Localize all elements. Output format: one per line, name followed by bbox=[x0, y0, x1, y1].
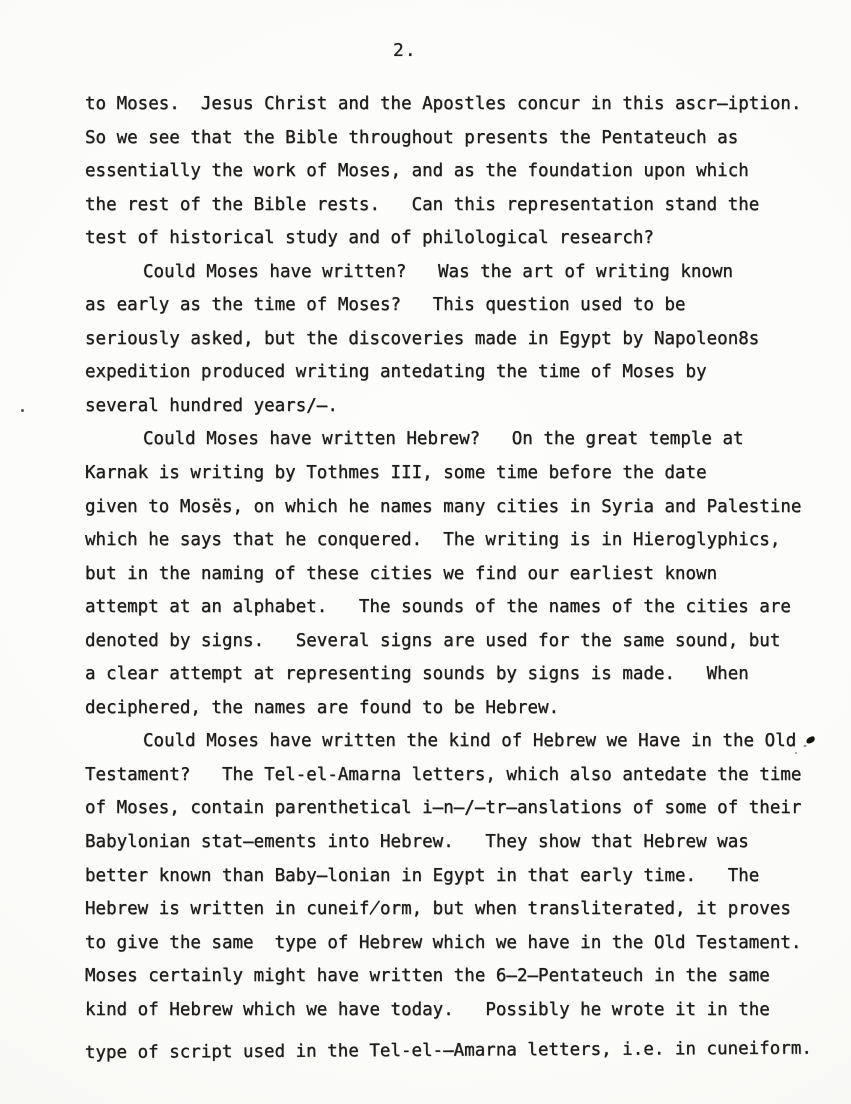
typed-line: of Moses, contain parenthetical i̶n̶/̶tr̶anslations of some of their bbox=[85, 798, 802, 819]
typed-line: denoted by signs. Several signs are used for the same sound, but bbox=[85, 630, 781, 651]
typed-text-block bbox=[85, 88, 830, 1071]
typed-line: seriously asked, but the discoveries made in Egypt by Napoleon8s bbox=[85, 328, 760, 349]
typed-line: which he says that he conquered. The writing is in Hieroglyphics, bbox=[85, 530, 781, 551]
typed-line: to give the same type of Hebrew which we have in the Old Testament. bbox=[85, 932, 802, 953]
typed-line: Testament? The Tel-el-Amarna letters, which also antedate the time bbox=[85, 764, 802, 785]
typed-line: but in the naming of these cities we find our earliest known bbox=[85, 563, 718, 584]
ink-speck bbox=[21, 409, 24, 412]
typed-line: attempt at an alphabet. The sounds of the names of the cities are bbox=[85, 597, 791, 618]
typed-line: kind of Hebrew which we have today. Possibly he wrote it in the bbox=[85, 999, 770, 1020]
typed-line: Hebrew is written in cuneif̸orm, but when transliterated, it proves bbox=[85, 899, 791, 920]
typed-line: a clear attempt at representing sounds by signs is made. When bbox=[85, 664, 749, 685]
typed-line: test of historical study and of philological research? bbox=[85, 228, 654, 249]
typed-line: essentially the work of Moses, and as the foundation upon which bbox=[85, 161, 749, 182]
typed-line: as early as the time of Moses? This question used to be bbox=[85, 295, 686, 316]
typed-line: deciphered, the names are found to be Hebrew. bbox=[85, 697, 560, 718]
typed-line: several hundred years/̶. bbox=[85, 395, 338, 416]
page-number: 2. bbox=[393, 40, 417, 61]
typed-line: Moses certainly might have written the 6̶2̶Pentateuch in the same bbox=[85, 966, 770, 987]
typed-line: type of script used in the Tel-el-̶Amarna letters, i.e. in cuneiform. bbox=[84, 1038, 812, 1064]
typed-line: Could Moses have written the kind of Hebrew we Have in the Old bbox=[143, 731, 797, 752]
typed-line: Could Moses have written? Was the art of writing known bbox=[143, 261, 734, 282]
typed-line: the rest of the Bible rests. Can this representation stand the bbox=[85, 194, 760, 215]
typed-line: better known than Baby̶lonian in Egypt in that early time. The bbox=[85, 865, 760, 886]
typed-line: Karnak is writing by Tothmes III, some time before the date bbox=[85, 463, 707, 484]
typed-line: So we see that the Bible throughout presents the Pentateuch as bbox=[85, 127, 739, 148]
ink-speck bbox=[795, 752, 797, 754]
typed-line: Could Moses have written Hebrew? On the great temple at bbox=[143, 429, 744, 450]
typed-line: expedition produced writing antedating the time of Moses by bbox=[85, 362, 707, 383]
typed-line: Babylonian stat̶ements into Hebrew. They show that Hebrew was bbox=[85, 832, 749, 853]
typed-line: given to Mosës, on which he names many cities in Syria and Palestine bbox=[85, 496, 802, 517]
typed-line: to Moses. Jesus Christ and the Apostles concur in this ascr̶iption. bbox=[85, 94, 802, 114]
